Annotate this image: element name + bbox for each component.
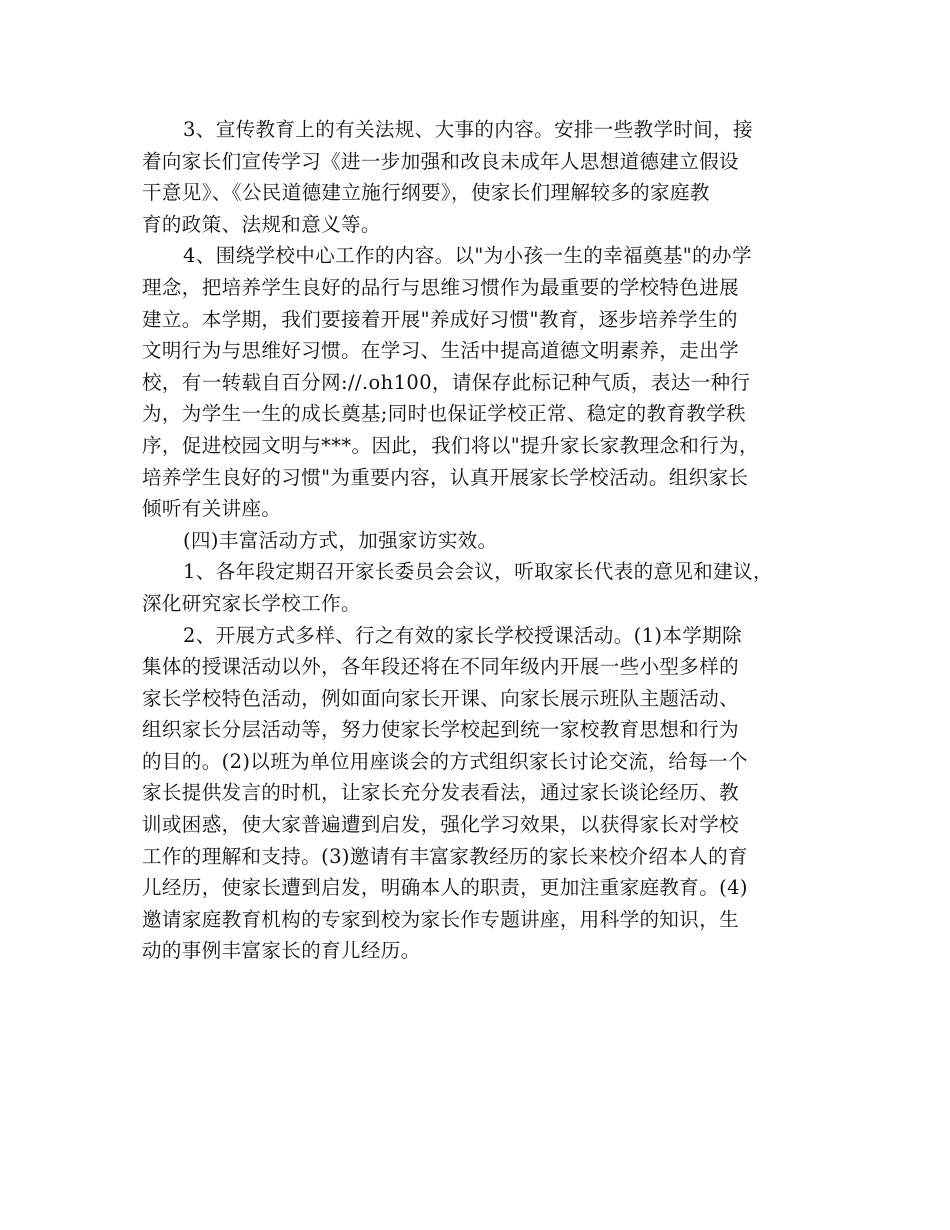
text-line: 建立。本学期，我们要接着开展"养成好习惯"教育，逐步培养学生的 <box>142 307 738 331</box>
text-line: 1、各年段定期召开家长委员会会议，听取家长代表的意见和建议， <box>183 560 773 584</box>
text-line: 干意见》、《公民道德建立施行纲要》，使家长们理解较多的家庭教 <box>142 181 710 205</box>
document-body <box>142 114 812 967</box>
text-line: 序，促进校园文明与***。因此，我们将以"提升家长家教理念和行为， <box>142 433 759 457</box>
text-line: (四)丰富活动方式，加强家访实效。 <box>183 528 498 552</box>
text-line: 家长提供发言的时机，让家长充分发表看法，通过家长谈论经历、教 <box>142 781 740 805</box>
text-line: 家长学校特色活动，例如面向家长开课、向家长展示班队主题活动、 <box>142 686 740 710</box>
text-line: 动的事例丰富家长的育儿经历。 <box>142 939 421 963</box>
text-line: 着向家长们宣传学习《进一步加强和改良未成年人思想道德建立假设 <box>142 149 740 173</box>
text-line: 4、围绕学校中心工作的内容。以"为小孩一生的幸福奠基"的办学 <box>183 244 752 268</box>
text-line: 3、宣传教育上的有关法规、大事的内容。安排一些教学时间，接 <box>183 118 754 141</box>
text-line: 集体的授课活动以外，各年段还将在不同年级内开展一些小型多样的 <box>142 655 740 679</box>
text-line: 培养学生良好的习惯"为重要内容，认真开展家长学校活动。组织家长 <box>142 465 749 489</box>
text-line: 工作的理解和支持。(3)邀请有丰富家教经历的家长来校介绍本人的育 <box>142 844 748 868</box>
text-line: 理念，把培养学生良好的品行与思维习惯作为最重要的学校特色进展 <box>142 275 740 299</box>
text-line: 倾听有关讲座。 <box>142 497 282 521</box>
text-line: 为，为学生一生的成长奠基;同时也保证学校正常、稳定的教育教学秩 <box>142 402 746 426</box>
text-line: 深化研究家长学校工作。 <box>142 591 361 615</box>
text-line: 2、开展方式多样、行之有效的家长学校授课活动。(1)本学期除 <box>183 623 743 647</box>
text-line: 训或困惑，使大家普遍遭到启发，强化学习效果，以获得家长对学校 <box>142 813 740 837</box>
text-line: 的目的。(2)以班为单位用座谈会的方式组织家长讨论交流，给每一个 <box>142 749 748 773</box>
text-line: 校，有一转载自百分网://.oh100，请保存此标记种气质，表达一种行 <box>142 370 751 394</box>
text-line: 育的政策、法规和意义等。 <box>142 212 381 236</box>
text-line: 组织家长分层活动等，努力使家长学校起到统一家校教育思想和行为 <box>142 718 740 742</box>
text-line: 邀请家庭教育机构的专家到校为家长作专题讲座，用科学的知识，生 <box>142 907 740 931</box>
text-line: 文明行为与思维好习惯。在学习、生活中提高道德文明素养，走出学 <box>142 339 740 363</box>
text-line: 儿经历，使家长遭到启发，明确本人的职责，更加注重家庭教育。(4) <box>142 876 748 900</box>
